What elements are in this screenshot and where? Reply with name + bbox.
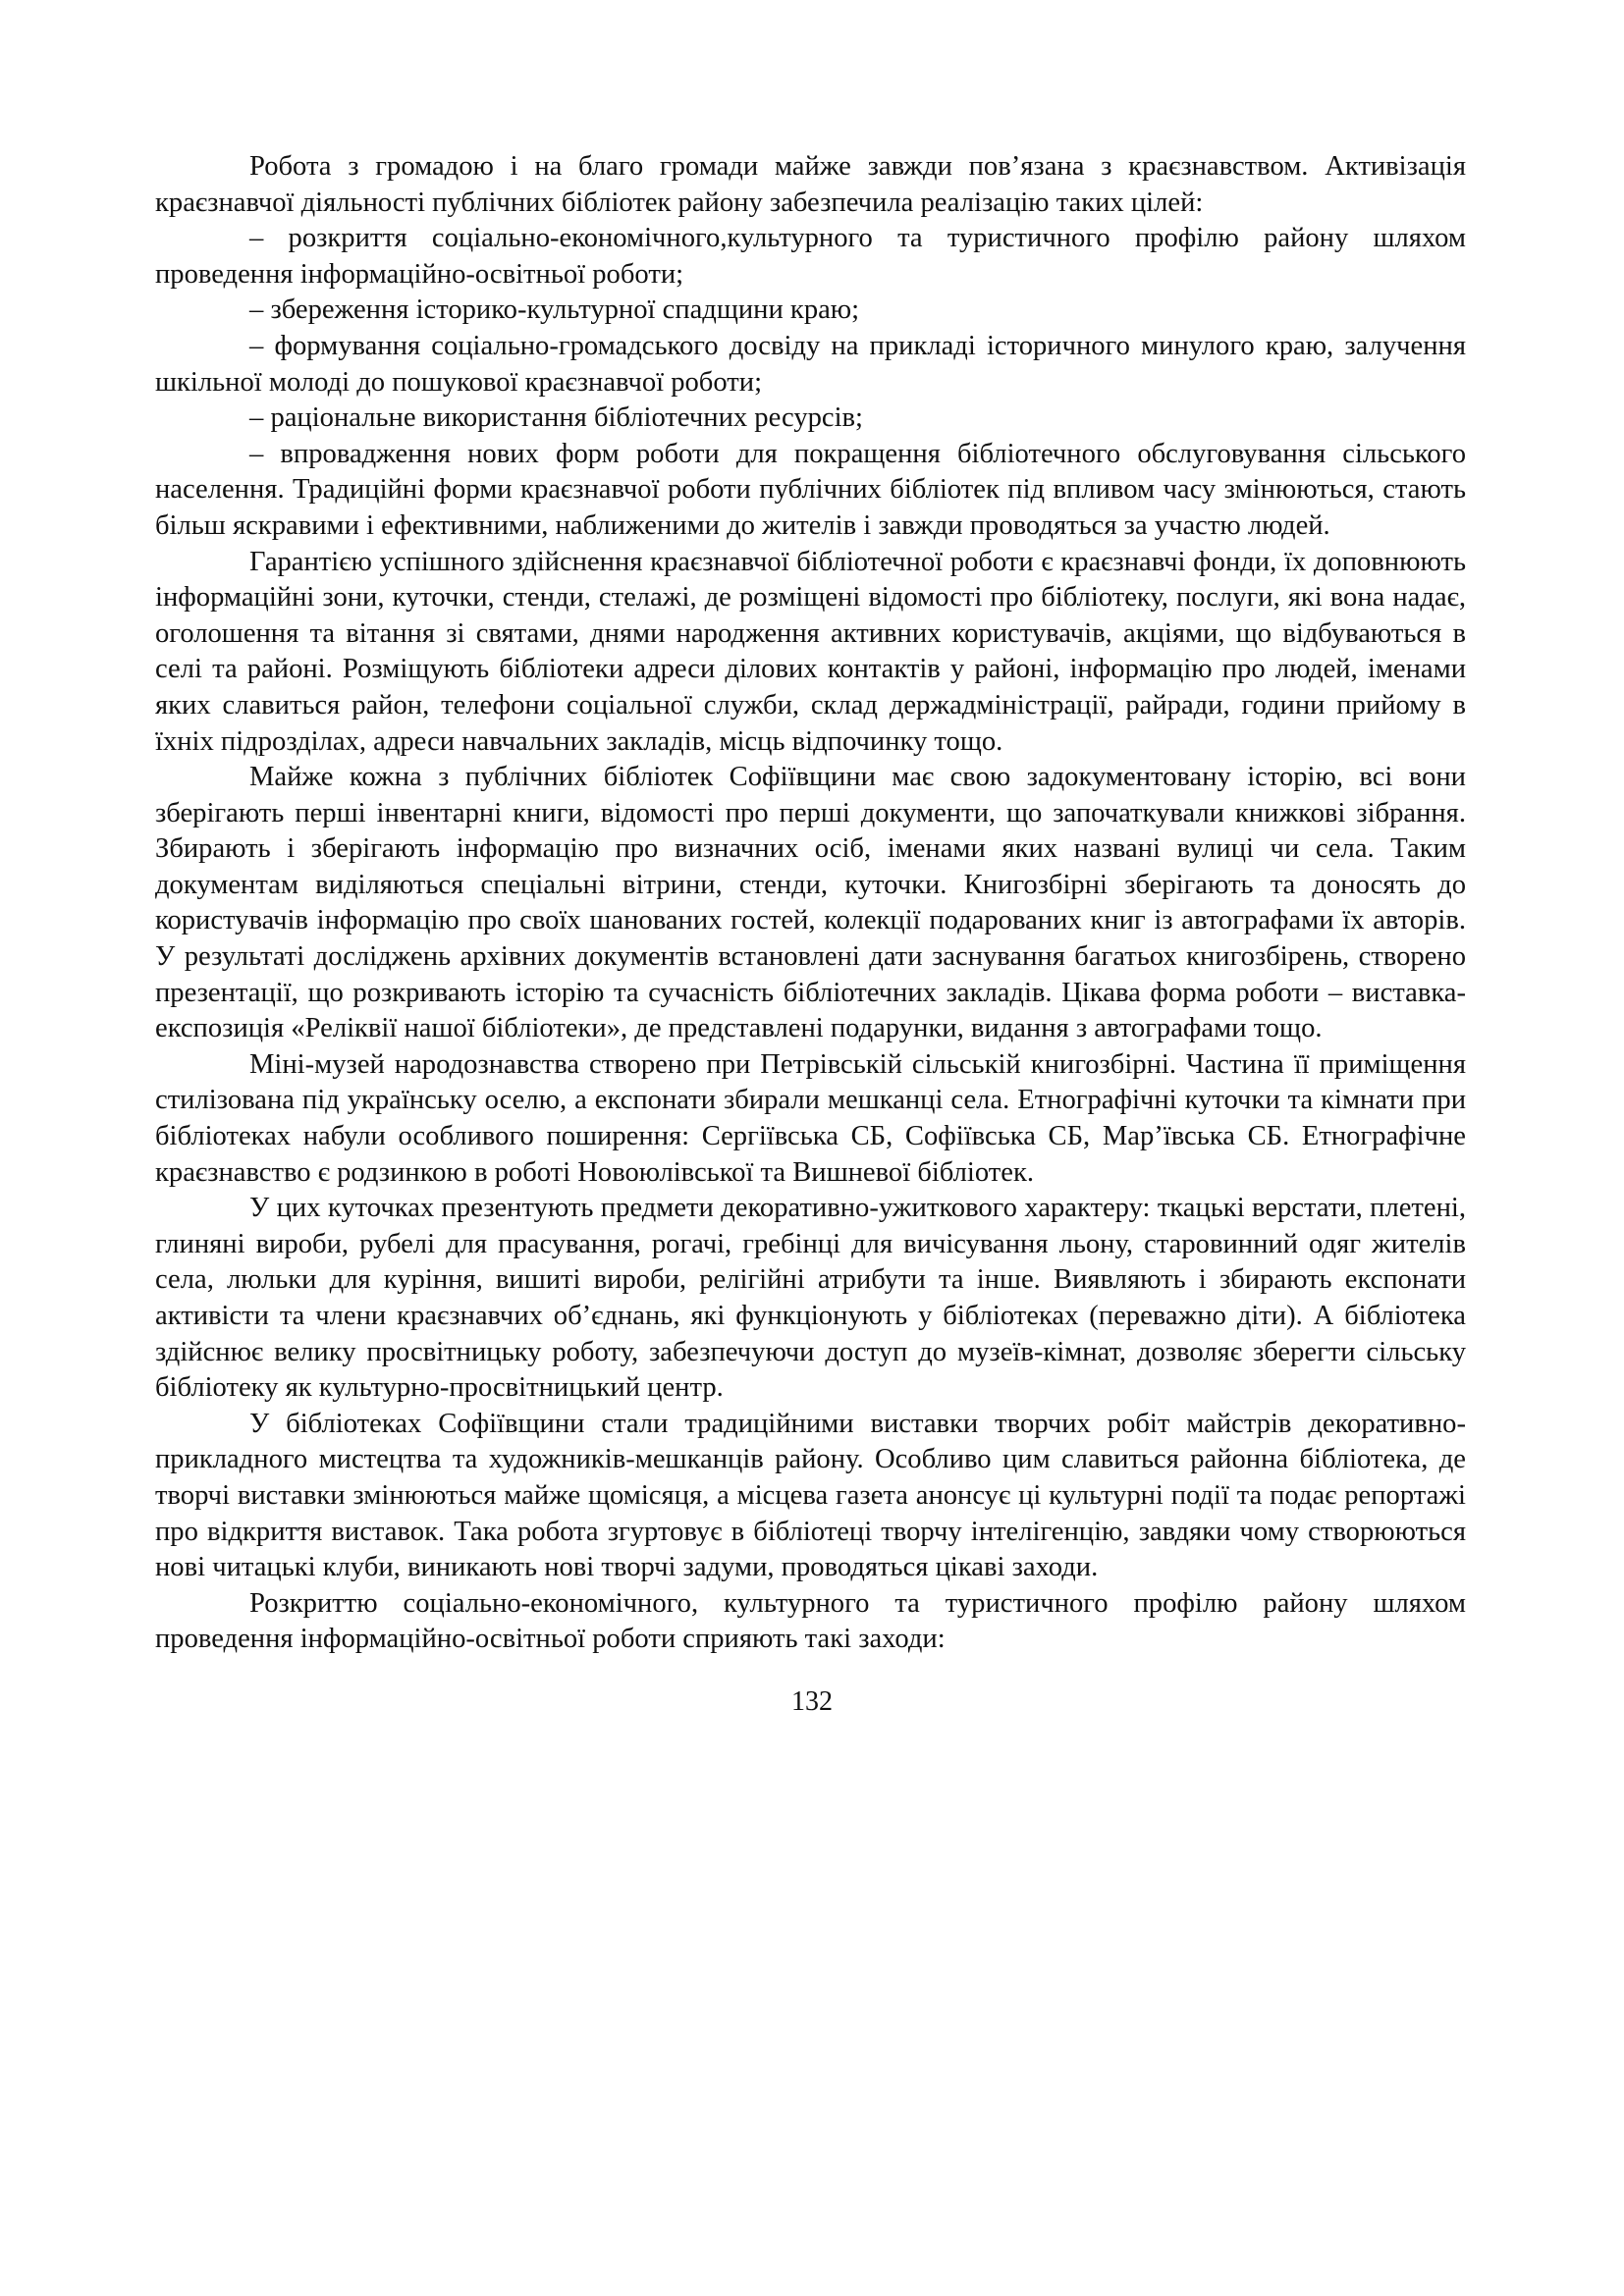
page-body	[155, 149, 1466, 1658]
list-item-experience: – формування соціально-громадського досвіду на прикладі історичного минулого краю, залучення шкільної молоді до пошукової краєзнавчої роботи;	[155, 330, 1466, 398]
paragraph-corners: У цих куточках презентують предмети декоративно-ужиткового характеру: ткацькі верстати, плетені, глиняні вироби, рубелі для прасування, рогачі, гребінці для вичісування льону, старовинний одяг жителів села, люльки для куріння, вишиті вироби, релігійні атрибути та інше. Виявляють і збирають експонати активісти та члени краєзнавчих об’єднань, які функціонують у бібліотеках (переважно діти). А бібліотека здійснює велику просвітницьку роботу, забезпечуючи доступ до музеїв-кімнат, дозволяє зберегти сільську бібліотеку як культурно-просвітницький центр.	[155, 1193, 1466, 1404]
paragraph-history: Майже кожна з публічних бібліотек Софіївщини має свою задокументовану історію, всі вони зберігають перші інвентарні книги, відомості про перші документи, що започаткували книжкові зібрання. Збирають і зберігають інформацію про визначних осіб, іменами яких названі вулиці чи села. Таким документам виділяються спеціальні вітрини, стенди, куточки. Книгозбірні зберігають та доносять до користувачів інформацію про своїх шанованих гостей, колекції подарованих книг із автографами їх авторів. У результаті досліджень архівних документів встановлені дати заснування багатьох книгозбірень, створено презентації, що розкривають історію та сучасність бібліотечних закладів. Цікава форма роботи – виставка-експозиція «Реліквії нашої бібліотеки», де представлені подарунки, видання з автографами тощо.	[155, 762, 1466, 1044]
paragraph-museum: Міні-музей народознавства створено при Петрівській сільській книгозбірні. Частина її приміщення стилізована під українську оселю, а експонати збирали мешканці села. Етнографічні куточки та кімнати при бібліотеках набули особливого поширення: Сергіївська СБ, Софіївська СБ, Мар’ївська СБ. Етнографічне краєзнавство є родзинкою в роботі Новоюлівської та Вишневої бібліотек.	[155, 1048, 1466, 1188]
list-item-heritage: – збереження історико-культурної спадщини краю;	[249, 294, 860, 326]
list-item-resources: – раціональне використання бібліотечних ресурсів;	[249, 402, 863, 434]
list-item-profile: – розкриття соціально-економічного,культурного та туристичного профілю району шляхом проведення інформаційно-освітньої роботи;	[155, 223, 1466, 290]
paragraph-intro: Робота з громадою і на благо громади майже завжди пов’язана з краєзнавством. Активізація краєзнавчої діяльності публічних бібліотек району забезпечила реалізацію таких цілей:	[155, 151, 1466, 218]
page-number: 132	[791, 1686, 833, 1717]
paragraph-exhibitions: У бібліотеках Софіївщини стали традиційними виставки творчих робіт майстрів декоративно-прикладного мистецтва та художників-мешканців району. Особливо цим славиться районна бібліотека, де творчі виставки змінюються майже щомісяця, а місцева газета анонсує ці культурні події та подає репортажі про відкриття виставок. Така робота згуртовує в бібліотеці творчу інтелігенцію, завдяки чому створюються нові читацькі клуби, виникають нові творчі задуми, проводяться цікаві заходи.	[155, 1408, 1466, 1583]
paragraph-measures: Розкриттю соціально-економічного, культурного та туристичного профілю району шляхом проведення інформаційно-освітньої роботи сприяють такі заходи:	[155, 1587, 1466, 1655]
paragraph-funds: Гарантією успішного здійснення краєзнавчої бібліотечної роботи є краєзнавчі фонди, їх доповнюють інформаційні зони, куточки, стенди, стелажі, де розміщені відомості про бібліотеку, послуги, які вона надає, оголошення та вітання зі святами, днями народження активних користувачів, акціями, що відбуваються в селі та районі. Розміщують бібліотеки адреси ділових контактів у районі, інформацію про людей, іменами яких славиться район, телефони соціальної служби, склад держадміністрації, райради, години прийому в їхніх підрозділах, адреси навчальних закладів, місць відпочинку тощо.	[155, 546, 1466, 757]
list-item-new-forms: – впровадження нових форм роботи для покращення бібліотечного обслуговування сільського населення. Традиційні форми краєзнавчої роботи публічних бібліотек під впливом часу змінюються, стають більш яскравими і ефективними, наближеними до жителів і завжди проводяться за участю людей.	[155, 438, 1466, 541]
